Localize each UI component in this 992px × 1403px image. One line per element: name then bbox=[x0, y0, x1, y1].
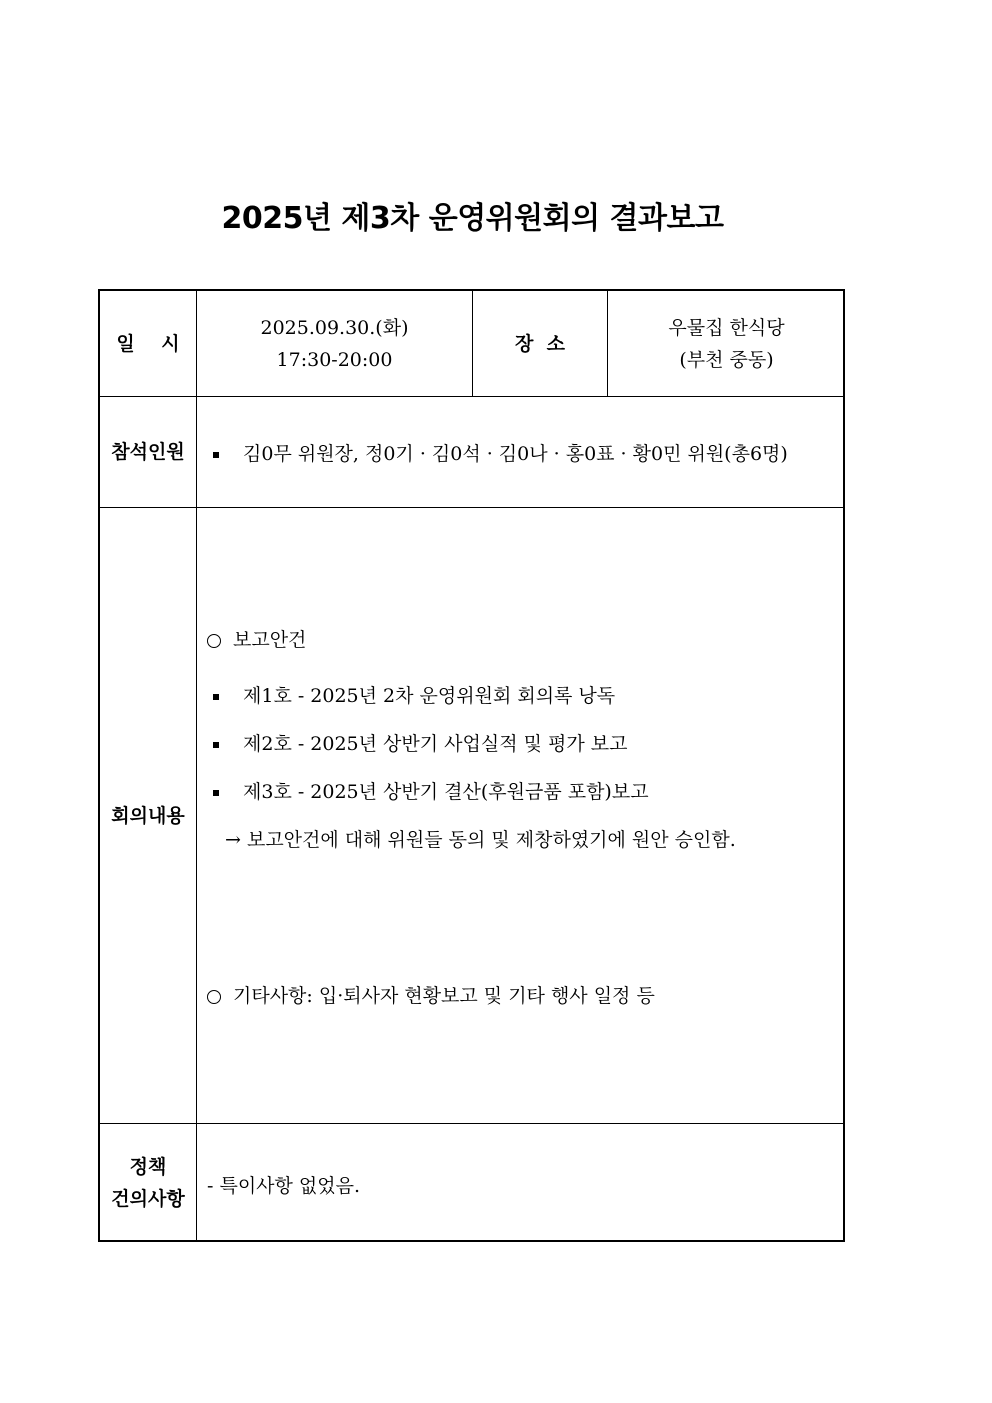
circle-icon bbox=[207, 990, 221, 1004]
datetime-value bbox=[197, 291, 472, 396]
section-other bbox=[207, 981, 655, 1008]
divider bbox=[196, 291, 197, 1240]
item-text: 제2호 - 2025년 상반기 사업실적 및 평가 보고 bbox=[243, 733, 628, 755]
policy-text: - 특이사항 없었음. bbox=[207, 1175, 361, 1197]
date: 2025.09.30.(화) bbox=[260, 316, 409, 339]
divider bbox=[100, 1123, 843, 1124]
section-report-text: 보고안건 bbox=[233, 629, 307, 651]
policy-label-line2: 건의사항 bbox=[111, 1188, 185, 1210]
policy-label bbox=[100, 1124, 196, 1242]
circle-icon bbox=[207, 634, 221, 648]
datetime-label: 일 시 bbox=[116, 332, 180, 355]
attendees-list: 김0무 위원장, 정0기 · 김0석 · 김0나 · 홍0표 · 황0민 위원(총6명) bbox=[243, 443, 788, 465]
bullet-icon bbox=[213, 452, 219, 458]
item-text: 제3호 - 2025년 상반기 결산(후원금품 포함)보고 bbox=[243, 781, 649, 803]
document-title: 2025년 제3차 운영위원회의 결과보고 bbox=[221, 201, 724, 236]
bullet-icon bbox=[213, 790, 219, 796]
place-value bbox=[608, 291, 845, 396]
report-table bbox=[98, 289, 845, 1242]
section-other-text: 기타사항: 입·퇴사자 현황보고 및 기타 행사 일정 등 bbox=[233, 985, 655, 1007]
list-item bbox=[213, 777, 649, 804]
attendees-label: 참석인원 bbox=[111, 441, 185, 463]
policy-label-line1: 정책 bbox=[129, 1156, 167, 1178]
place-label: 장 소 bbox=[515, 332, 565, 355]
item-text: 제1호 - 2025년 2차 운영위원회 회의록 낭독 bbox=[243, 685, 616, 707]
time: 17:30-20:00 bbox=[276, 348, 393, 371]
divider bbox=[100, 507, 843, 508]
place-line1: 우물집 한식당 bbox=[668, 316, 785, 339]
section-report bbox=[207, 625, 306, 652]
list-item bbox=[213, 681, 615, 708]
divider bbox=[100, 396, 843, 397]
place-line2: (부천 중동) bbox=[679, 348, 774, 371]
content-label: 회의내용 bbox=[111, 804, 185, 827]
bullet-icon bbox=[213, 742, 219, 748]
list-item bbox=[213, 729, 627, 756]
bullet-icon bbox=[213, 694, 219, 700]
attendees-text bbox=[213, 439, 788, 466]
conclusion: → 보고안건에 대해 위원들 동의 및 제창하였기에 원안 승인함. bbox=[225, 829, 736, 851]
